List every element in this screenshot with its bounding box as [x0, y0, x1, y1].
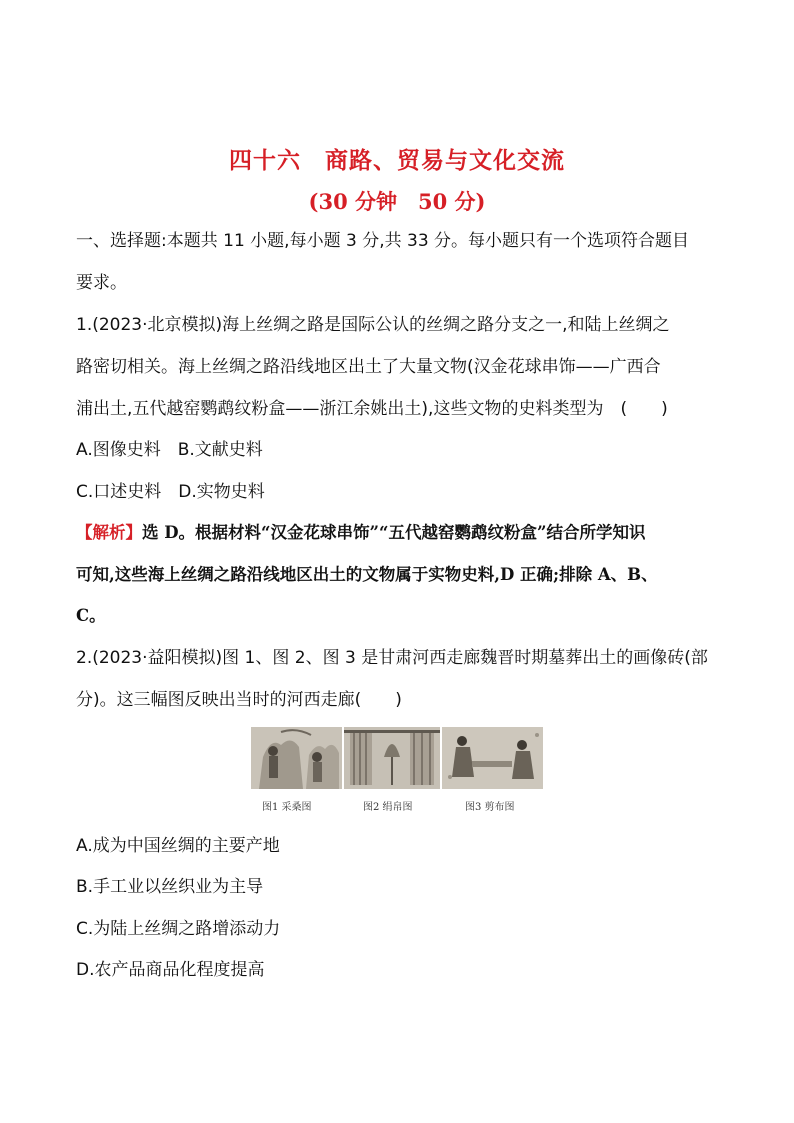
figure-3-caption: 图3 剪布图 [465, 802, 515, 813]
instructions-line-1: 一、选择题:本题共 11 小题,每小题 3 分,共 33 分。每小题只有一个选项符合题目 [76, 231, 690, 251]
question-2-line-1: 2.(2023·益阳模拟)图 1、图 2、图 3 是甘肃河西走廊魏晋时期墓葬出土的画像砖(部 [76, 648, 708, 668]
instructions-line-2: 要求。 [76, 273, 127, 293]
question-2-option-c: C.为陆上丝绸之路增添动力 [76, 919, 281, 939]
analysis-1-line-1 [76, 521, 646, 545]
cloth-cutting-image [442, 727, 543, 789]
analysis-1-line-3: C。 [76, 606, 106, 625]
question-2-option-b: B.手工业以丝织业为主导 [76, 877, 264, 897]
question-1-options-ab: A.图像史料 B.文献史料 [76, 440, 263, 460]
question-2-option-d: D.农产品商品化程度提高 [76, 960, 265, 980]
question-2-option-a: A.成为中国丝绸的主要产地 [76, 836, 280, 856]
question-1-line-1: 1.(2023·北京模拟)海上丝绸之路是国际公认的丝绸之路分支之一,和陆上丝绸之 [76, 315, 670, 335]
analysis-1-text: 选 D。根据材料“汉金花球串饰”“五代越窑鹦鹉纹粉盒”结合所学知识 [142, 523, 646, 542]
figure-1-caption: 图1 采桑图 [262, 802, 312, 813]
question-2-line-2: 分)。这三幅图反映出当时的河西走廊( ) [76, 690, 402, 710]
figure-row [251, 727, 543, 789]
page-subtitle: (30 分钟 50 分) [308, 189, 486, 214]
question-1-options-cd: C.口述史料 D.实物史料 [76, 482, 265, 502]
question-1-line-3: 浦出土,五代越窑鹦鹉纹粉盒——浙江余姚出土),这些文物的史料类型为 ( ) [76, 399, 668, 419]
silk-cloth-image [344, 727, 440, 789]
analysis-tag: 【解析】 [76, 523, 142, 542]
analysis-1-line-2: 可知,这些海上丝绸之路沿线地区出土的文物属于实物史料,D 正确;排除 A、B、 [76, 565, 658, 584]
page-title: 四十六 商路、贸易与文化交流 [229, 148, 565, 174]
question-1-line-2: 路密切相关。海上丝绸之路沿线地区出土了大量文物(汉金花球串饰——广西合 [76, 357, 661, 377]
figure-2-caption: 图2 绢帛图 [363, 802, 413, 813]
mulberry-picking-image [251, 727, 342, 789]
